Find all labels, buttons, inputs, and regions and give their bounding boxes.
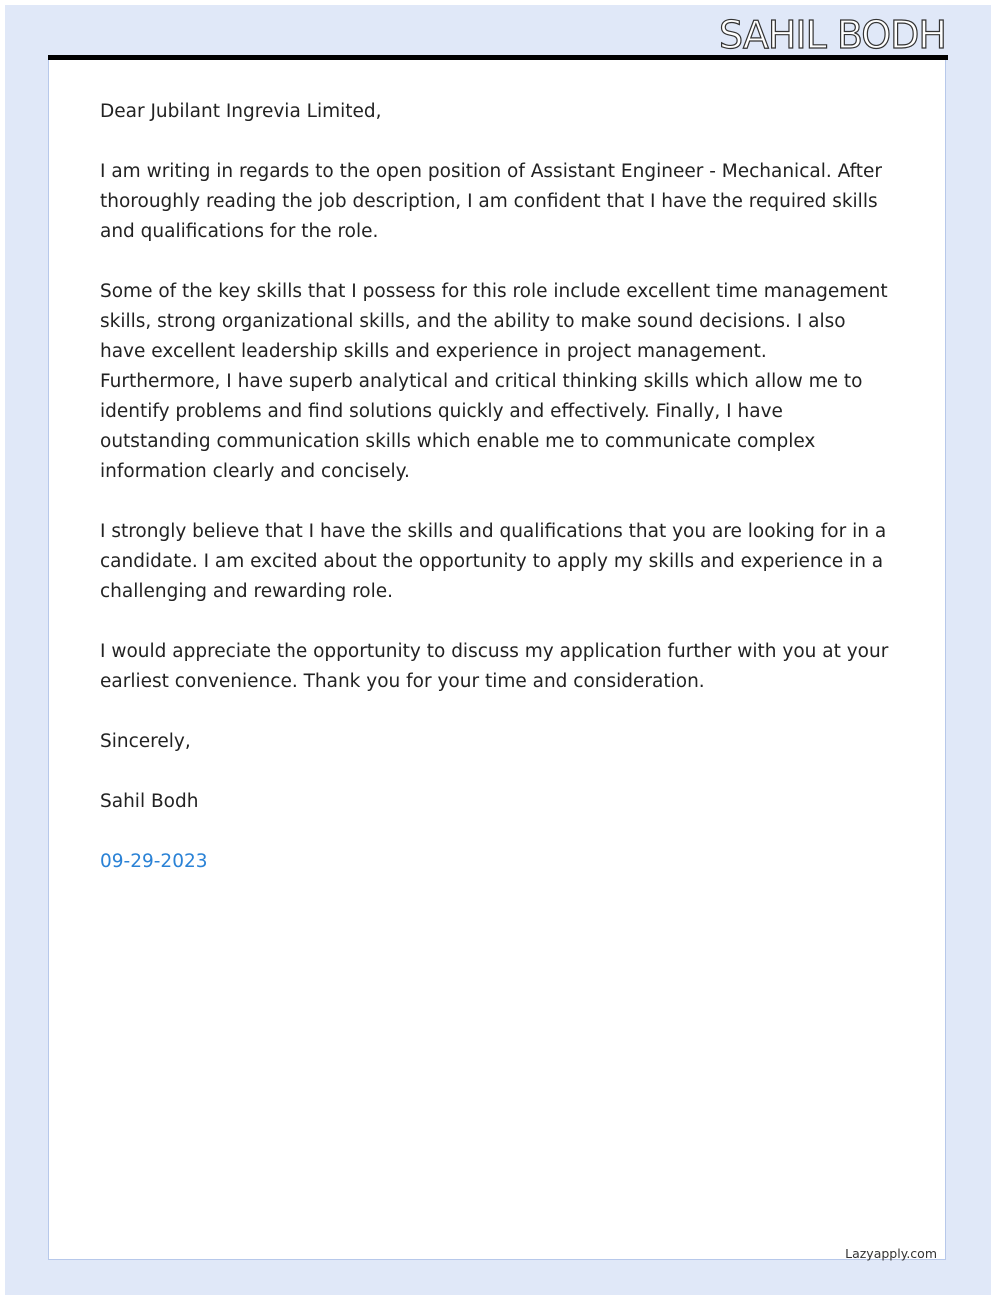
salutation: Dear Jubilant Ingrevia Limited, xyxy=(100,101,382,122)
paragraph-belief: I strongly believe that I have the skills and qualifications that you are looking for in a candidate. I am excited about the opportunity to apply my skills and experience in a challenging and rewarding role. xyxy=(100,521,887,602)
paragraph-closing: I would appreciate the opportunity to discuss my application further with you at your earliest convenience. Thank you for your time and consideration. xyxy=(100,641,889,692)
closing-word: Sincerely, xyxy=(100,731,191,752)
letter-date: 09-29-2023 xyxy=(100,851,208,872)
paragraph-skills: Some of the key skills that I possess for this role include excellent time management skills, strong organizational skills, and the ability to make sound decisions. I also have excellent leadership skills and experience in project management. Furthermore, I have superb analytical and critical thinking skills which allow me to identify problems and find solutions quickly and effectively. Finally, I have outstanding communication skills which enable me to communicate complex information clearly and concisely. xyxy=(100,281,888,482)
applicant-name-header: SAHIL BODH xyxy=(719,13,946,57)
paragraph-intro: I am writing in regards to the open position of Assistant Engineer - Mechanical. After thoroughly reading the job description, I am confident that I have the required skills and qualifications for the role. xyxy=(100,161,883,242)
cover-letter-body xyxy=(100,97,890,907)
signature-name: Sahil Bodh xyxy=(100,791,199,812)
footer-brand: Lazyapply.com xyxy=(845,1246,937,1261)
